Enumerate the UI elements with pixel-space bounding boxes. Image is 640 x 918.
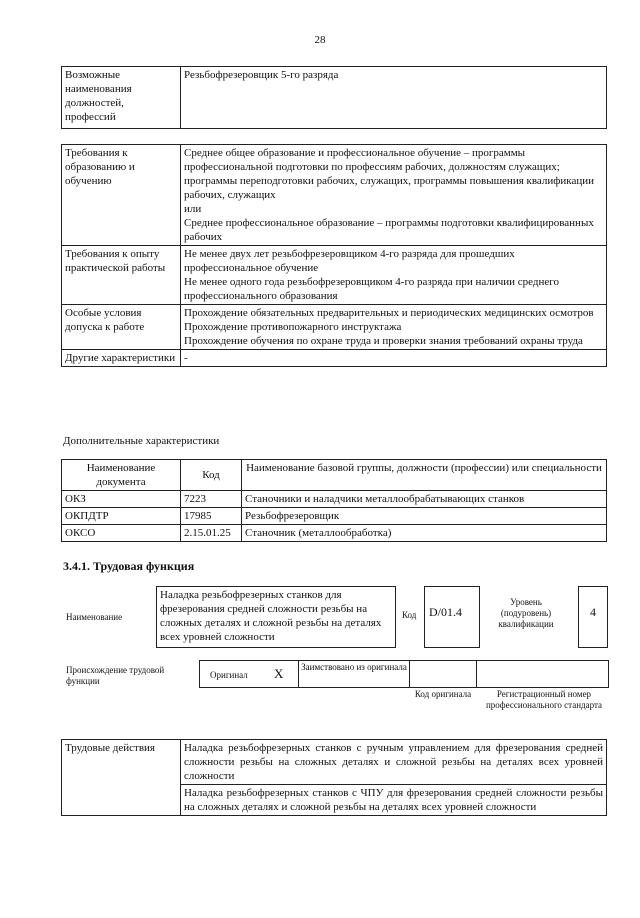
borrowed-label: Заимствовано из оригинала [301,662,407,672]
original-mark: X [274,666,284,681]
special-conditions-line: Прохождение обязательных предварительных и периодических медицинских осмотров [184,307,594,319]
actions-table [61,739,607,816]
additional-title: Дополнительные характеристики [63,435,220,447]
special-conditions-label: Особые условия допуска к работе [62,305,181,350]
other-value: - [181,350,607,367]
name-label: Наименование [66,612,123,622]
code-cell: 2.15.01.25 [181,525,242,542]
doc-cell: ОКСО [62,525,181,542]
job-titles-value: Резьбофрезеровщик 5-го разряда [181,67,607,129]
divider [298,660,299,688]
education-value [181,145,607,246]
function-code: D/01.4 [424,586,480,648]
header-code: Код [181,460,242,491]
education-line: Среднее профессиональное образование – программы подготовки квалифицированных рабочих [184,217,594,243]
experience-value [181,246,607,305]
registration-caption: Регистрационный номер профессионального стандарта [485,689,603,710]
divider [476,660,477,688]
table-row [62,508,607,525]
job-titles-table [61,66,607,129]
group-cell: Станочники и наладчики металлообрабатывающих станков [242,491,607,508]
code-cell: 7223 [181,491,242,508]
table-row [62,525,607,542]
page-number: 28 [314,34,326,46]
action-item: Наладка резьбофрезерных станков с ЧПУ для фрезерования средней сложности резьбы на сложных деталях и сложной резьбы на деталях всех уровней сложности [181,785,607,816]
special-conditions-line: Прохождение противопожарного инструктажа [184,321,402,333]
level-label: Уровень (подуровень) квалификации [498,597,554,629]
table-row [62,491,607,508]
requirements-table [61,144,607,367]
group-cell: Резьбофрезеровщик [242,508,607,525]
doc-cell: ОКЗ [62,491,181,508]
special-conditions-line: Прохождение обучения по охране труда и проверки знания требований охраны труда [184,335,583,347]
section-heading: 3.4.1. Трудовая функция [63,559,195,573]
group-cell: Станочник (металлообработка) [242,525,607,542]
experience-label: Требования к опыту практической работы [62,246,181,305]
education-line: Среднее общее образование и профессиональное обучение – программы профессиональной подготовки по профессиям рабочих, должностям служащих; программы переподготовки рабочих, служащих, программы повышения квалификации рабочих, служащих [184,147,595,201]
actions-label: Трудовые действия [62,740,181,816]
experience-line: Не менее одного года резьбофрезеровщиком 4-го разряда при наличии среднего профессионального образования [184,276,560,302]
additional-table [61,459,607,542]
original-label: Оригинал [210,670,248,680]
divider [409,660,410,688]
origin-label: Происхождение трудовой функции [66,665,165,686]
action-item: Наладка резьбофрезерных станков с ручным управлением для фрезерования средней сложности резьбы на сложных деталях и сложной резьбы на деталях всех уровней сложности [181,740,607,785]
header-group: Наименование базовой группы, должности (профессии) или специальности [242,460,607,491]
education-line: или [184,203,202,215]
special-conditions-value [181,305,607,350]
code-original-caption: Код оригинала [414,689,472,699]
education-label: Требования к образованию и обучению [62,145,181,246]
function-name: Наладка резьбофрезерных станков для фрезерования средней сложности резьбы на сложных деталях и сложной резьбы на деталях всех уровней сложности [156,586,396,648]
job-titles-label: Возможные наименования должностей, профессий [62,67,181,129]
doc-cell: ОКПДТР [62,508,181,525]
experience-line: Не менее двух лет резьбофрезеровщиком 4-го разряда для прошедших профессиональное обучение [184,248,515,274]
code-label: Код [402,610,417,620]
code-cell: 17985 [181,508,242,525]
header-document: Наименование документа [62,460,181,491]
level-value: 4 [578,586,608,648]
other-label: Другие характеристики [62,350,181,367]
